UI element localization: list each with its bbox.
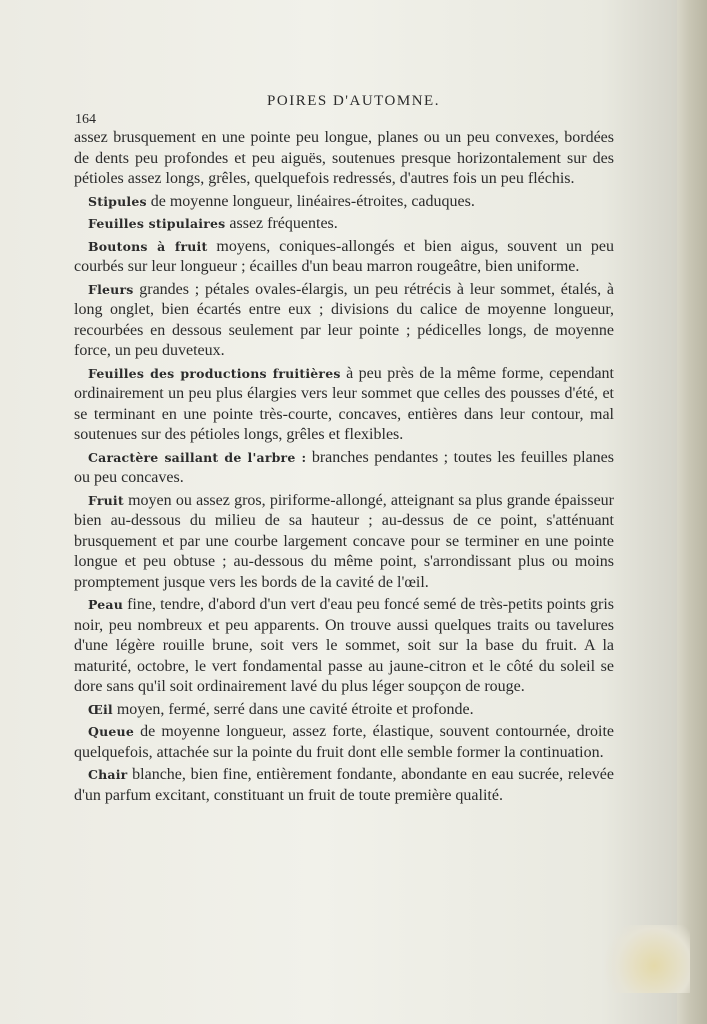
term-heading: Peau [88, 597, 124, 612]
term-heading: Boutons à fruit [88, 238, 208, 254]
term-heading: Stipules [88, 193, 147, 209]
term-heading: Feuilles des productions fruitières [88, 365, 341, 381]
book-spine-shadow [677, 0, 707, 1024]
paragraph-chair: Chair blanche, bien fine, entièrement fondante, abondante en eau sucrée, relevée d'un parfum excitant, constituant un fruit de toute première qualité. [74, 766, 614, 804]
paragraph-oeil: Œil moyen, fermé, serré dans une cavité étroite et profonde. [88, 700, 474, 718]
page-number: 164 [75, 112, 96, 127]
paragraph-fleurs: Fleurs grandes ; pétales ovales-élargis, un peu rétrécis à leur sommet, étalés, à long onglet, bien écartés entre eux ; divisions du calice de moyenne longueur, recourbées en dessous seulement par leur pointe ; pédicelles longs, de moyenne force, un peu duveteux. [74, 280, 614, 359]
paragraph-fruit: Fruit moyen ou assez gros, piriforme-allongé, atteignant sa plus grande épaisseur bien au-dessous du milieu de sa hauteur ; au-dessus de ce point, s'atténuant brusquement et par une courbe largement concave pour se terminer en une pointe longue et peu obtuse ; au-dessous du même point, s'arrondissant plus ou moins promptement jusque vers les bords de la cavité de l'œil. [74, 491, 614, 591]
term-heading: Chair [88, 767, 128, 782]
term-heading: Queue [88, 724, 134, 739]
paragraph-queue: Queue de moyenne longueur, assez forte, élastique, souvent contournée, droite quelquefois, attachée sur la pointe du fruit dont elle semble former la continuation. [74, 723, 614, 761]
paragraph-feuilles-stipulaires: Feuilles stipulaires assez fréquentes. [88, 215, 338, 232]
term-heading: Fruit [88, 492, 124, 508]
paragraph-feuilles-productions: Feuilles des productions fruitières à peu près de la même forme, cependant ordinairement un peu plus élargies vers leur sommet que celles des pousses d'été, et se terminant en une pointe très-courte, concaves, entières dans leur contour, mal soutenues sur des pétioles longs, grêles et flexibles. [74, 364, 615, 443]
term-heading: Caractère saillant de l'arbre : [88, 449, 307, 465]
paragraph: assez brusquement en une pointe peu longue, planes ou un peu convexes, bordées de dents peu profondes et peu aiguës, soutenues presque horizontalement sur des pétioles assez longs, grêles, quelquefois redressés, d'autres fois un peu fléchis. [74, 129, 614, 187]
term-heading: Fleurs [88, 281, 134, 297]
paragraph-peau: Peau fine, tendre, d'abord d'un vert d'eau peu foncé semé de très-petits points gris noir, peu nombreux et peu apparents. On trouve aussi quelques traits ou tavelures d'une légère rouille brune, soit vers le sommet, soit sur la base du fruit. A la maturité, octobre, le vert fondamental passe au jaune-citron et le côté du soleil se dore sans qu'il soit ordinairement lavé du plus léger soupçon de rouge. [74, 596, 614, 695]
term-heading: Œil [88, 701, 113, 717]
paragraph-boutons: Boutons à fruit moyens, coniques-allongés et bien aigus, souvent un peu courbés sur leur longueur ; écailles d'un beau marron rougeâtre, bien uniforme. [74, 237, 614, 275]
paragraph-caractere: Caractère saillant de l'arbre : branches pendantes ; toutes les feuilles planes ou peu concaves. [74, 448, 614, 486]
corner-watermark [600, 925, 690, 993]
paragraph-stipules: Stipules de moyenne longueur, linéaires-étroites, caduques. [88, 192, 475, 210]
term-heading: Feuilles stipulaires [88, 216, 226, 231]
body-text [74, 128, 614, 808]
running-head: POIRES D'AUTOMNE. [267, 93, 440, 109]
